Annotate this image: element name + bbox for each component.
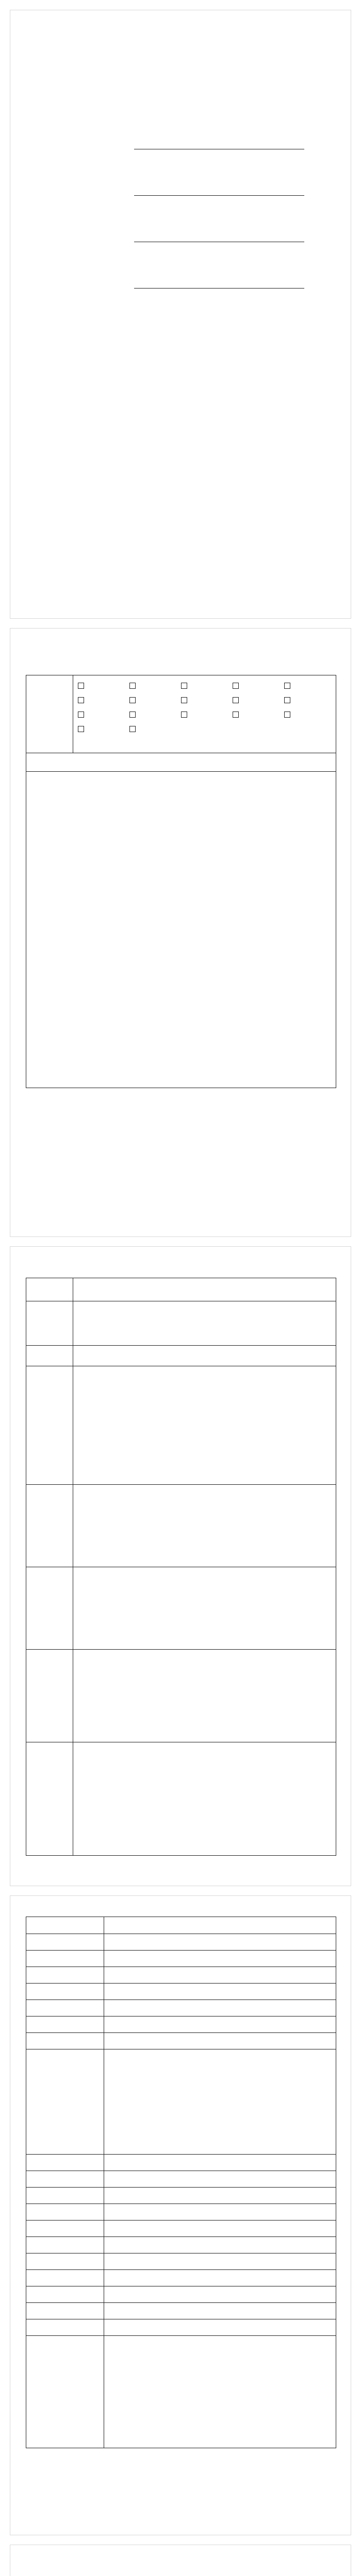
- category-option[interactable]: [78, 710, 124, 718]
- cover-title-line1: [41, 57, 320, 74]
- checkbox[interactable]: [129, 683, 136, 689]
- cover-field-line[interactable]: [134, 279, 304, 289]
- checkbox[interactable]: [78, 711, 84, 718]
- attachment-tag: [26, 1259, 46, 1267]
- row-label: [30, 1515, 70, 1522]
- cover-field-line[interactable]: [134, 140, 304, 149]
- checkbox[interactable]: [233, 697, 239, 703]
- cover-title-line2: [41, 75, 320, 93]
- category-option[interactable]: [284, 696, 331, 703]
- row-divider: [26, 1484, 336, 1485]
- row-label: [30, 1355, 70, 1363]
- row-divider: [26, 2269, 336, 2270]
- row-divider: [26, 2032, 336, 2033]
- form-note: [26, 2458, 335, 2467]
- category-option[interactable]: [233, 710, 279, 718]
- row-label: [30, 2176, 101, 2183]
- row-label: [30, 2209, 101, 2216]
- row-label: [30, 1289, 70, 1296]
- row-label: [30, 2291, 101, 2298]
- column-header: [222, 1289, 274, 1296]
- category-option[interactable]: [181, 710, 227, 718]
- row-divider: [26, 1950, 336, 1951]
- category-summary-form: [26, 675, 336, 1088]
- row-label: [30, 2341, 101, 2348]
- row-label: [30, 1783, 70, 1790]
- row-label: [30, 1972, 101, 1979]
- cover-field-label: [57, 140, 134, 149]
- checkbox[interactable]: [233, 711, 239, 718]
- page-category-form: [10, 629, 351, 1236]
- checkbox[interactable]: [181, 683, 187, 689]
- category-option[interactable]: [129, 696, 176, 703]
- row-label: [30, 2324, 101, 2331]
- column-header: [78, 1289, 135, 1296]
- cover-field-label: [57, 187, 134, 196]
- attachment-tag: [26, 23, 46, 31]
- column-header: [279, 1289, 331, 1296]
- table-title-line1: [41, 2566, 320, 2576]
- category-option[interactable]: [181, 682, 227, 689]
- checkbox[interactable]: [129, 711, 136, 718]
- cover-field-label: [57, 279, 134, 289]
- page-indicator-table: [10, 2545, 351, 2576]
- row-label: [30, 1690, 70, 1698]
- row-divider: [26, 2154, 336, 2155]
- form-note: [26, 1862, 335, 1872]
- row-label: [30, 2275, 101, 2282]
- cover-field[interactable]: [57, 134, 304, 151]
- row-divider: [26, 2335, 336, 2336]
- row-divider: [26, 1649, 336, 1650]
- category-option[interactable]: [181, 696, 227, 703]
- row-label: [30, 2308, 101, 2315]
- row-label: [30, 2225, 101, 2232]
- checkbox[interactable]: [284, 711, 290, 718]
- checkbox[interactable]: [181, 697, 187, 703]
- row-label: [30, 2258, 101, 2265]
- page-personnel-form: [10, 1247, 351, 1886]
- row-divider: [26, 1983, 336, 1984]
- page-applicant-form: [10, 1896, 351, 2535]
- form-note: [26, 2480, 335, 2489]
- row-label: [30, 1955, 101, 1962]
- applicant-form: [26, 1917, 336, 2448]
- row-label: [30, 2005, 101, 2012]
- category-label: [30, 706, 70, 714]
- summary-textarea[interactable]: [31, 776, 331, 1080]
- checkbox[interactable]: [233, 683, 239, 689]
- category-option[interactable]: [233, 682, 279, 689]
- row-label: [30, 1598, 70, 1605]
- row-label: [30, 2159, 101, 2166]
- row-divider: [26, 2302, 336, 2303]
- category-option[interactable]: [78, 725, 124, 732]
- form-note: [26, 1092, 335, 1101]
- category-option[interactable]: [284, 710, 331, 718]
- summary-label: [26, 759, 336, 766]
- personnel-form: [26, 1278, 336, 1856]
- category-option[interactable]: [284, 682, 331, 689]
- checkbox[interactable]: [284, 683, 290, 689]
- category-option[interactable]: [129, 710, 176, 718]
- category-option[interactable]: [129, 725, 176, 732]
- row-label: [30, 2242, 101, 2249]
- row-label: [30, 2038, 101, 2045]
- cover-field[interactable]: [57, 227, 304, 244]
- row-divider: [26, 2220, 336, 2221]
- checkbox[interactable]: [129, 726, 136, 732]
- cover-field-line[interactable]: [134, 186, 304, 196]
- row-label: [30, 2021, 101, 2028]
- checkbox[interactable]: [129, 697, 136, 703]
- form-note: [26, 2469, 335, 2478]
- cover-field[interactable]: [57, 273, 304, 291]
- checkbox[interactable]: [181, 711, 187, 718]
- form-title: [41, 649, 320, 667]
- cover-field-line[interactable]: [134, 232, 304, 242]
- row-divider: [26, 771, 336, 772]
- row-divider: [26, 2187, 336, 2188]
- checkbox[interactable]: [78, 726, 84, 732]
- page-cover: [10, 10, 351, 618]
- checkbox[interactable]: [78, 683, 84, 689]
- row-divider: [26, 2236, 336, 2237]
- checkbox[interactable]: [78, 697, 84, 703]
- column-header: [155, 1289, 212, 1296]
- row-divider: [26, 1999, 336, 2000]
- category-option[interactable]: [233, 696, 279, 703]
- recommend-label: [30, 2092, 101, 2099]
- row-label: [30, 1922, 101, 1929]
- row-divider: [26, 1345, 336, 1346]
- row-label: [30, 1988, 101, 1995]
- category-option[interactable]: [78, 682, 124, 689]
- row-label: [30, 1939, 101, 1946]
- row-label: [30, 2192, 101, 2199]
- checkbox[interactable]: [284, 697, 290, 703]
- category-option[interactable]: [78, 696, 124, 703]
- cover-field[interactable]: [57, 180, 304, 198]
- category-option[interactable]: [129, 682, 176, 689]
- cover-field-label: [57, 233, 134, 242]
